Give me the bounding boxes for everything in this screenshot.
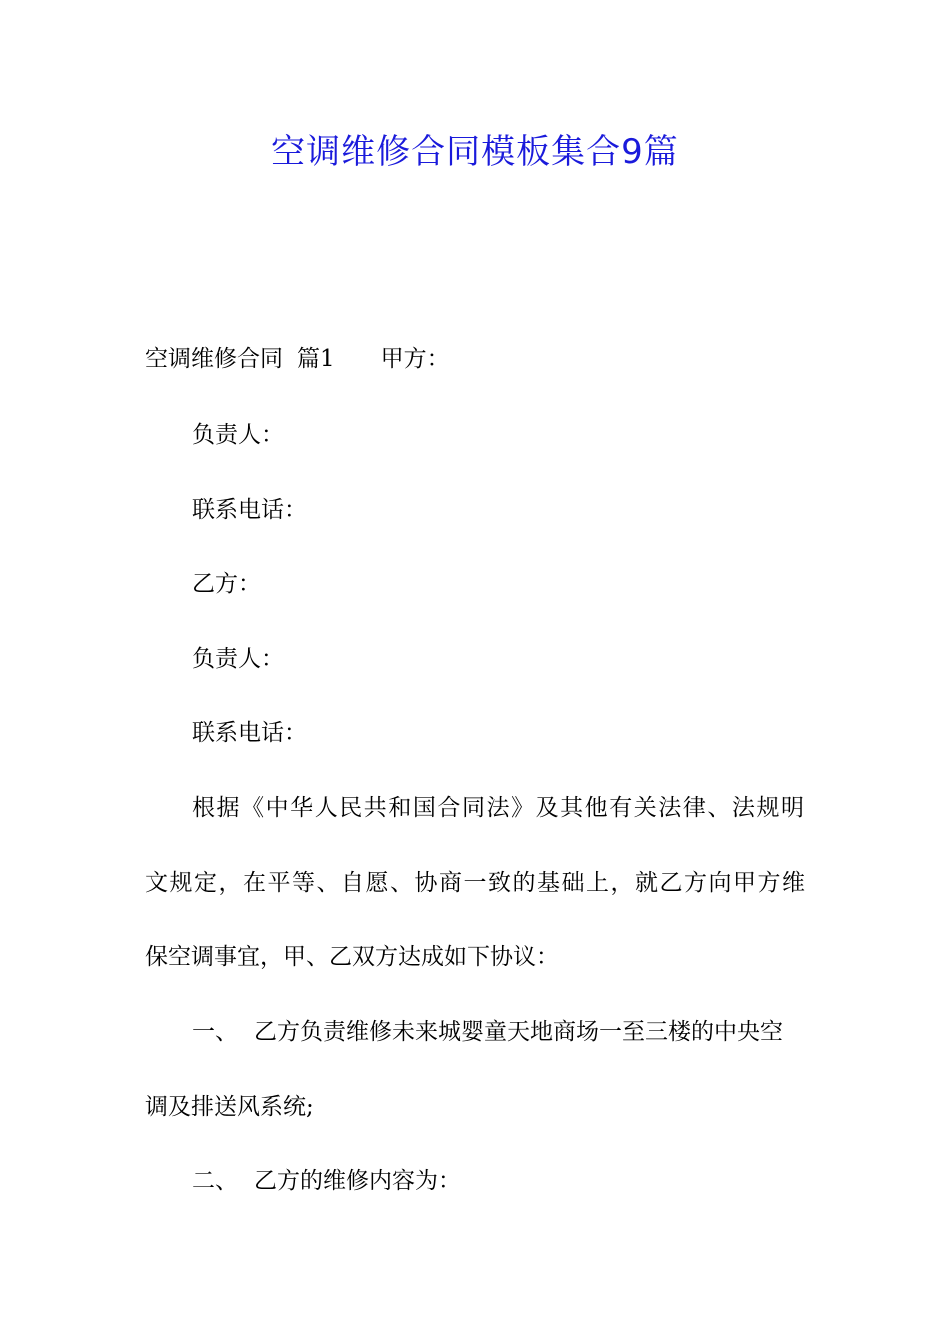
clause-one bbox=[192, 1015, 783, 1049]
intro-paragraph-line: 根据《中华人民共和国合同法》及其他有关法律、法规明 bbox=[192, 795, 804, 821]
document-title: 空调维修合同模板集合9篇 bbox=[271, 132, 679, 172]
section-part: 篇1 bbox=[297, 346, 335, 372]
party-a-phone-label: 联系电话： bbox=[192, 497, 307, 523]
party-b-label: 乙方： bbox=[192, 571, 261, 597]
clause-one-continuation: 调及排送风系统; bbox=[145, 1094, 314, 1120]
clause-text: 乙方的维修内容为： bbox=[254, 1168, 461, 1194]
intro-paragraph-line: 文规定，在平等、自愿、协商一致的基础上，就乙方向甲方维 bbox=[145, 870, 805, 896]
intro-paragraph-line: 保空调事宜，甲、乙双方达成如下协议： bbox=[145, 944, 559, 970]
clause-number: 二、 bbox=[192, 1168, 238, 1194]
section-name: 空调维修合同 bbox=[145, 346, 283, 372]
clause-number: 一、 bbox=[192, 1019, 238, 1045]
clause-text: 乙方负责维修未来城婴童天地商场一至三楼的中央空 bbox=[254, 1019, 783, 1045]
party-a-label: 甲方： bbox=[380, 346, 450, 372]
party-a-person-label: 负责人： bbox=[192, 422, 284, 448]
section-heading bbox=[145, 342, 450, 376]
party-b-phone-label: 联系电话： bbox=[192, 720, 307, 746]
clause-two bbox=[192, 1164, 461, 1198]
party-b-person-label: 负责人： bbox=[192, 646, 284, 672]
